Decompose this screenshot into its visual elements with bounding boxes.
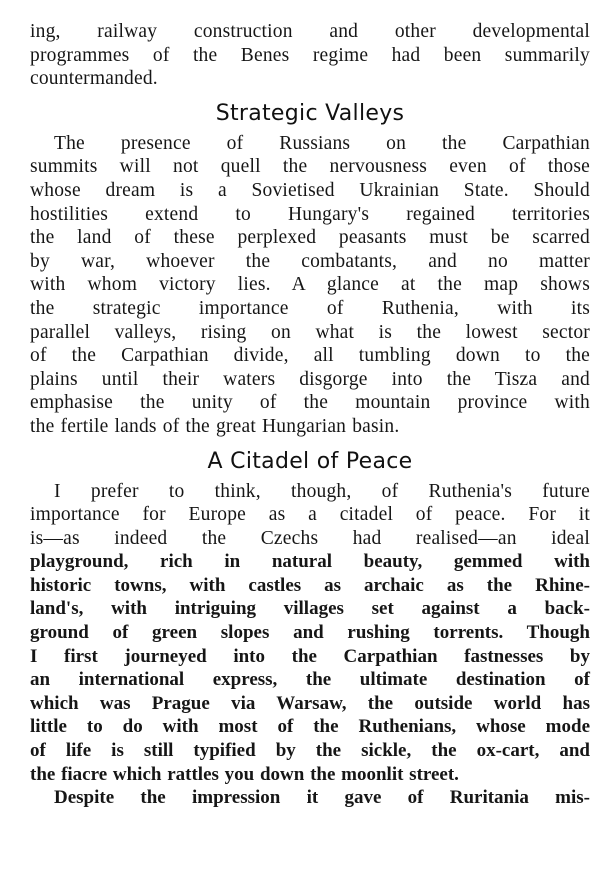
text-line: the strategic importance of Ruthenia, with its <box>30 297 590 319</box>
section-heading-citadel-of-peace: A Citadel of Peace <box>207 448 413 474</box>
text-line: The presence of Russians on the Carpathian <box>54 132 590 154</box>
strategic-valleys-paragraph <box>30 132 590 439</box>
text-line: I prefer to think, though, of Ruthenia's future <box>54 480 590 502</box>
text-line: ing, railway construction and other developmental <box>30 21 590 42</box>
text-line: summits will not quell the nervousness even of those <box>30 156 590 178</box>
intro-paragraph <box>30 20 590 91</box>
text-line: emphasise the unity of the mountain province with <box>30 392 590 414</box>
text-line: whose dream is a Sovietised Ukrainian State. Should <box>30 179 590 201</box>
text-line: land's, with intriguing villages set against a back- <box>30 598 590 620</box>
text-line: the fertile lands of the great Hungarian basin. <box>30 415 400 437</box>
text-line: the fiacre which rattles you down the moonlit street. <box>30 763 459 785</box>
continuation-paragraph <box>30 786 590 810</box>
text-line: an international express, the ultimate destination of <box>30 669 590 691</box>
text-line: by war, whoever the combatants, and no matter <box>30 250 590 272</box>
text-line: the land of these perplexed peasants must be scarred <box>30 227 590 249</box>
text-line: historic towns, with castles as archaic as the Rhine- <box>30 574 590 596</box>
section-heading-strategic-valleys: Strategic Valleys <box>215 100 405 126</box>
text-line: programmes of the Benes regime had been summarily <box>30 44 590 66</box>
text-line: little to do with most of the Ruthenians, whose mode <box>30 716 590 738</box>
text-line: I first journeyed into the Carpathian fastnesses by <box>30 645 590 667</box>
citadel-of-peace-paragraph <box>30 480 590 787</box>
text-line: which was Prague via Warsaw, the outside world has <box>30 692 590 714</box>
text-line: playground, rich in natural beauty, gemmed with <box>30 551 590 573</box>
text-line: is—as indeed the Czechs had realised—an ideal <box>30 527 590 549</box>
text-line: plains until their waters disgorge into the Tisza and <box>30 368 590 390</box>
article-page <box>30 20 590 810</box>
text-line: of the Carpathian divide, all tumbling down to the <box>30 345 590 367</box>
text-line: with whom victory lies. A glance at the map shows <box>30 274 590 296</box>
text-line: importance for Europe as a citadel of peace. For it <box>30 504 590 526</box>
text-line: countermanded. <box>30 68 158 90</box>
text-line: hostilities extend to Hungary's regained territories <box>30 203 590 225</box>
text-line: parallel valleys, rising on what is the lowest sector <box>30 321 590 343</box>
text-line: Despite the impression it gave of Ruritania mis- <box>54 787 590 809</box>
text-line: ground of green slopes and rushing torrents. Though <box>30 622 590 644</box>
text-line: of life is still typified by the sickle, the ox-cart, and <box>30 740 590 762</box>
